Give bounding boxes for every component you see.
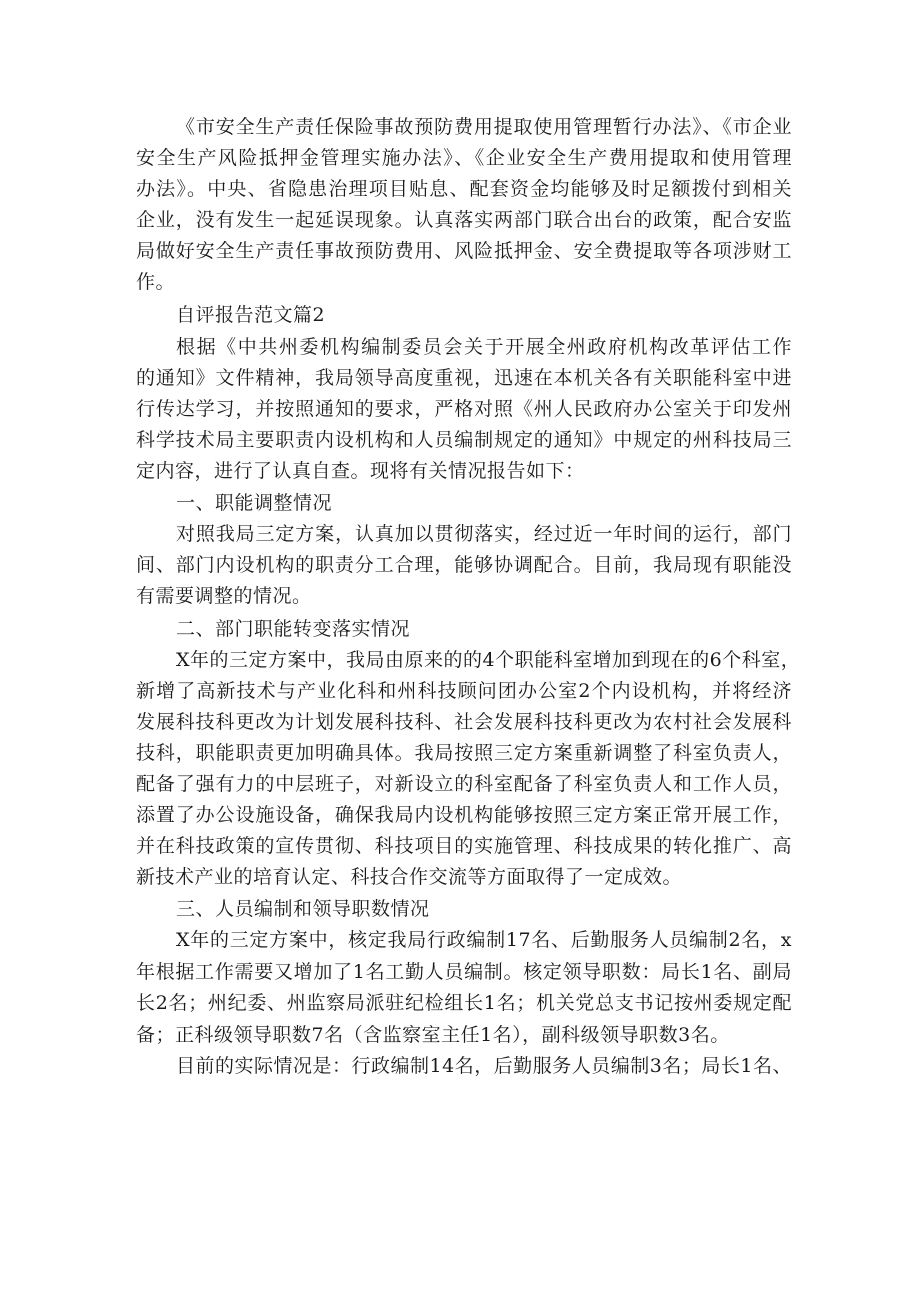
text-line: 技科，职能职责更加明确具体。我局按照三定方案重新调整了科室负责人， bbox=[136, 741, 792, 764]
text-line: 作。 bbox=[136, 271, 176, 294]
text-line: 备；正科级领导职数7名（含监察室主任1名），副科级领导职数3名。 bbox=[136, 1023, 730, 1046]
text-line: 目前的实际情况是：行政编制14名，后勤服务人员编制3名；局长1名、 bbox=[176, 1054, 792, 1077]
text-line: 配备了强有力的中层班子，对新设立的科室配备了科室负责人和工作人员， bbox=[136, 772, 792, 795]
text-line: 《市安全生产责任保险事故预防费用提取使用管理暂行办法》、《市企业 bbox=[176, 116, 792, 138]
text-line: 安全生产风险抵押金管理实施办法》、《企业安全生产费用提取和使用管理 bbox=[136, 147, 792, 170]
text-line: 间、部门内设机构的职责分工合理，能够协调配合。目前，我局现有职能没 bbox=[136, 554, 792, 577]
text-line: 办法》。中央、省隐患治理项目贴息、配套资金均能够及时足额拨付到相关 bbox=[136, 178, 792, 201]
text-line: X年的三定方案中，核定我局行政编制17名、后勤服务人员编制2名，x bbox=[176, 929, 792, 952]
text-line: 对照我局三定方案，认真加以贯彻落实，经过近一年时间的运行，部门 bbox=[176, 523, 792, 546]
text-line: 科学技术局主要职责内设机构和人员编制规定的通知》中规定的州科技局三 bbox=[136, 428, 792, 451]
text-line: 一、职能调整情况 bbox=[176, 492, 333, 515]
text-line: 年根据工作需要又增加了1名工勤人员编制。核定领导职数：局长1名、副局 bbox=[136, 960, 792, 983]
text-line: 新技术产业的培育认定、科技合作交流等方面取得了一定成效。 bbox=[136, 866, 683, 889]
text-line: X年的三定方案中，我局由原来的的4个职能科室增加到现在的6个科室， bbox=[176, 648, 801, 671]
text-line: 并在科技政策的宣传贯彻、科技项目的实施管理、科技成果的转化推广、高 bbox=[136, 835, 792, 858]
text-line: 长2名；州纪委、州监察局派驻纪检组长1名；机关党总支书记按州委规定配 bbox=[136, 991, 792, 1014]
text-line: 添置了办公设施设备，确保我局内设机构能够按照三定方案正常开展工作， bbox=[136, 804, 792, 827]
text-line: 企业，没有发生一起延误现象。认真落实两部门联合出台的政策，配合安监 bbox=[136, 209, 792, 232]
text-line: 自评报告范文篇2 bbox=[176, 303, 326, 326]
text-line: 定内容，进行了认真自查。现将有关情况报告如下： bbox=[136, 460, 585, 483]
text-line: 发展科技科更改为计划发展科技科、社会发展科技科更改为农村社会发展科 bbox=[136, 710, 792, 733]
text-line: 局做好安全生产责任事故预防费用、风险抵押金、安全费提取等各项涉财工 bbox=[136, 240, 792, 263]
text-line: 根据《中共州委机构编制委员会关于开展全州政府机构改革评估工作 bbox=[176, 335, 792, 358]
text-line: 的通知》文件精神，我局领导高度重视，迅速在本机关各有关职能科室中进 bbox=[136, 366, 792, 389]
text-line: 新增了高新技术与产业化科和州科技顾问团办公室2个内设机构，并将经济 bbox=[136, 679, 792, 702]
text-line: 三、人员编制和领导职数情况 bbox=[176, 898, 430, 921]
text-line: 有需要调整的情况。 bbox=[136, 585, 312, 608]
text-line: 行传达学习，并按照通知的要求，严格对照《州人民政府办公室关于印发州 bbox=[136, 397, 792, 420]
document-body bbox=[136, 112, 801, 1082]
text-line: 二、部门职能转变落实情况 bbox=[176, 617, 411, 640]
